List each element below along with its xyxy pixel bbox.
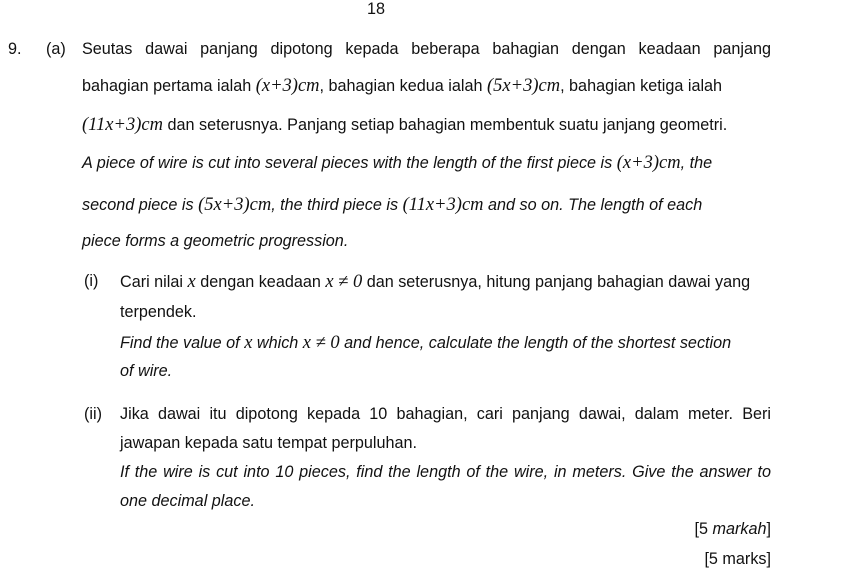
english-second-piece-expression: (5x+3)cm [198, 195, 272, 215]
sub-i-condition: x ≠ 0 [325, 272, 363, 292]
sub-i-malay-text-a: Cari nilai [120, 273, 183, 291]
sub-i-var-x: x [187, 272, 196, 292]
english-first-piece-text: A piece of wire is cut into several pieces with the length of the first piece is [82, 154, 613, 172]
marks-malay-word: markah [712, 520, 767, 538]
sub-i-english-condition: x ≠ 0 [302, 333, 340, 353]
sub-ii-malay-line-1: Jika dawai itu dipotong kepada 10 bahagian, cari panjang dawai, dalam meter. Beri [120, 405, 771, 423]
marks-malay: [5 markah] [694, 520, 771, 538]
page-number: 18 [366, 0, 385, 18]
sub-i-label: (i) [84, 272, 99, 290]
malay-second-piece-text: , bahagian kedua ialah [319, 77, 483, 95]
malay-gp-text: dan seterusnya. Panjang setiap bahagian membentuk suatu janjang geometri. [167, 116, 728, 134]
first-piece-expression: (x+3)cm [255, 76, 320, 96]
part-a-malay-line-2 [82, 76, 722, 97]
part-a-malay-line-3 [82, 115, 727, 136]
question-number: 9. [8, 40, 22, 58]
sub-i-malay-text-b: dengan keadaan [200, 273, 321, 291]
part-a-english-line-3: piece forms a geometric progression. [82, 232, 349, 250]
sub-ii-malay-line-2: jawapan kepada satu tempat perpuluhan. [120, 434, 417, 452]
english-third-piece-expression: (11x+3)cm [402, 195, 484, 215]
english-third-piece-text: , the third piece is [271, 196, 399, 214]
sub-ii-label: (ii) [84, 405, 102, 423]
part-a-english-line-1 [82, 153, 712, 174]
sub-ii-english-line-1: If the wire is cut into 10 pieces, find the length of the wire, in meters. Give the answer to [120, 463, 771, 481]
marks-english: [5 marks] [704, 550, 771, 568]
sub-i-english-text-a: Find the value of [120, 334, 240, 352]
malay-third-piece-text: , bahagian ketiga ialah [560, 77, 723, 95]
sub-i-malay-line-1 [120, 272, 750, 293]
second-piece-expression: (5x+3)cm [486, 76, 561, 96]
sub-i-english-line-2: of wire. [120, 362, 173, 380]
sub-i-english-text-c: and hence, calculate the length of the shortest section [344, 334, 732, 352]
part-a-malay-line-1: Seutas dawai panjang dipotong kepada beberapa bahagian dengan keadaan panjang [82, 40, 771, 58]
sub-i-english-line-1 [120, 333, 731, 354]
english-first-piece-expression: (x+3)cm [616, 153, 681, 173]
malay-first-piece-text: bahagian pertama ialah [82, 77, 252, 95]
sub-i-english-text-b: which [256, 334, 299, 352]
sub-i-malay-text-c: dan seterusnya, hitung panjang bahagian dawai yang [366, 273, 751, 291]
sub-i-malay-line-2: terpendek. [120, 303, 197, 321]
part-a-label: (a) [46, 40, 66, 58]
english-second-piece-text: second piece is [82, 196, 194, 214]
english-first-piece-tail: , the [680, 154, 713, 172]
part-a-english-line-2 [82, 195, 702, 216]
third-piece-expression: (11x+3)cm [82, 115, 163, 135]
english-so-on-text: and so on. The length of each [488, 196, 703, 214]
sub-ii-english-line-2: one decimal place. [120, 492, 255, 510]
sub-i-english-var-x: x [244, 333, 253, 353]
